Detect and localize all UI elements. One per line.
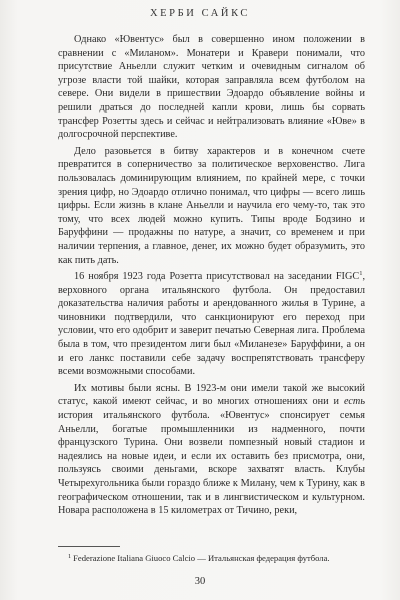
running-header: ХЕРБИ САЙКС [149,8,251,19]
paragraph-4 [58,382,365,518]
paragraph-3-text-before: 16 ноября 1923 года Розетта присутствовал на заседании FIGC [74,271,360,283]
paragraph-1: Однако «Ювентус» был в совершенно ином положении в сравнении с «Миланом». Монатери и Кравери понимали, что присутствие Аньелли служит четким и очевидным сигналом об угрозе власти той шайки, которая заправляла всем футболом на севере. Они видели в пришествии Эдоардо объявление войны и решили драться до последней капли крови, лишь бы сорвать трансфер Розетты здесь и сейчас и нейтрализовать влияние «Юве» в долгосрочной перспективе. [58,34,365,141]
footnote-marker: 1 [68,553,72,560]
paragraph-3-text-after: , верховного органа итальянского футбола. Он предоставил доказательства наличия работы и арендованного жилья в Турине, а чиновники подтвердили, что санкционируют его переход при условии, что его одобрит и заверит печатью Северная лига. Проблема была в том, что президентом лиги был «Миланезе» Баруффини, а он и его ланкс поставили себе задачу воспрепятствовать трансферу всеми возможными способами. [58,271,365,378]
page-number: 30 [194,576,206,587]
paragraph-4-emphasis: есть [343,396,365,408]
footnote-reference: 1 [359,270,363,278]
paragraph-2: Дело разовьется в битву характеров и в конечном счете превратится в соперничество за политическое верховенство. Лига пользовалась доминирующим влиянием, по крайней мере, с точки зрения цифр, но Эдоардо отлично понимал, что цифры — всего лишь цифры. Если жизнь в клане Аньелли и научила его чему-то, так это тому, что всех людей можно купить. Типы вроде Бодзино и Баруффини — продажны по натуре, а значит, со временем и при наличии терпения, а главное, денег, их можно будет образумить, это как пить дать. [58,145,365,266]
footnote-text: Federazione Italiana Giuoco Calcio — Итальянская федерация футбола. [73,553,330,563]
paragraph-3 [58,270,365,379]
paragraph-4-text-after: история итальянского футбола. «Ювентус» спонсирует семья Аньелли, богатые промышленники из надменного, почти французского Турина. Они возвели помпезный новый стадион и надеялись на новые идеи, и если их оставить без присмотра, они, пользуясь своими деньгами, вскоре захватят власть. Клубы Четырехугольника были гораздо ближе к Милану, чем к Турину, как в географическом отношении, так и в лингвистическом и культурном. Новара расположена в 15 километрах от Тичино, реки, [58,410,365,517]
body-text [58,33,365,518]
footnote [58,551,368,564]
footnote-divider [58,546,120,547]
paragraph-4-text-before: Их мотивы были ясны. В 1923-м они имели такой же высокий статус, какой имеют сейчас, и во многих отношениях они и [58,382,365,408]
